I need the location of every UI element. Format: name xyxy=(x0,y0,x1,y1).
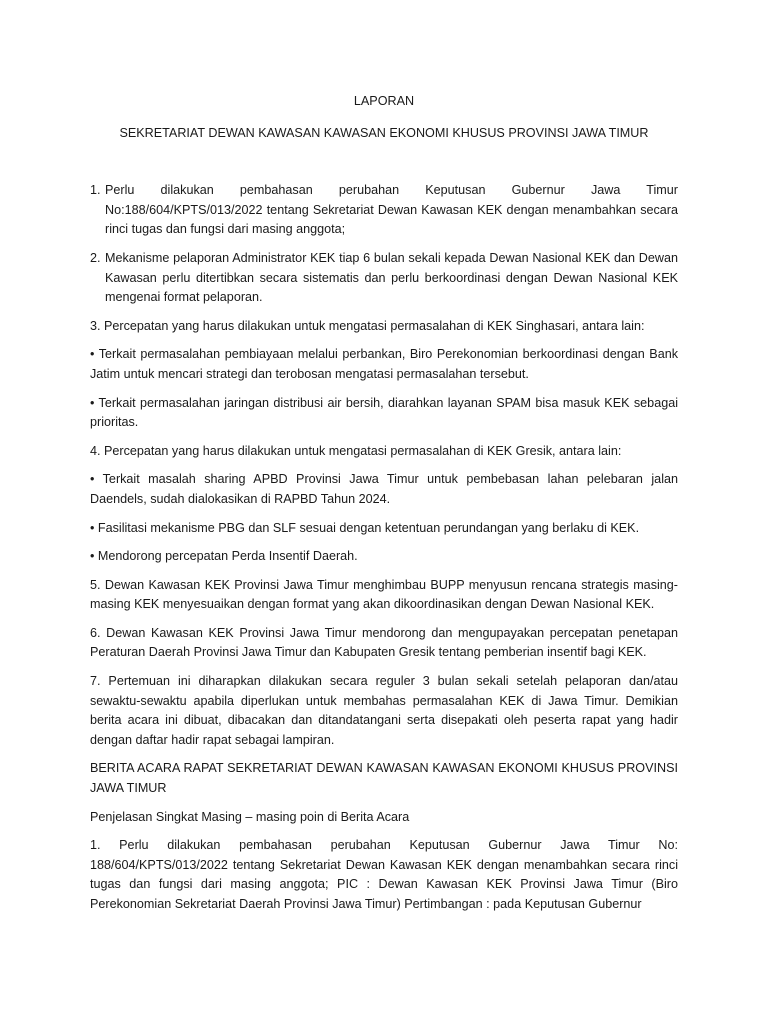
paragraph: • Fasilitasi mekanisme PBG dan SLF sesuai dengan ketentuan perundangan yang berlaku di KEK. xyxy=(90,520,640,535)
paragraph: 6. Dewan Kawasan KEK Provinsi Jawa Timur mendorong dan mengupayakan percepatan penetapan Peraturan Daerah Provinsi Jawa Timur dan Kabupaten Gresik tentang pemberian insentif bagi KEK. xyxy=(90,625,678,660)
document-body xyxy=(90,92,678,915)
numbered-list xyxy=(90,181,678,308)
paragraph: 3. Percepatan yang harus dilakukan untuk mengatasi permasalahan di KEK Singhasari, antara lain: xyxy=(90,318,645,333)
paragraph: 4. Percepatan yang harus dilakukan untuk mengatasi permasalahan di KEK Gresik, antara lain: xyxy=(90,443,622,458)
paragraph: • Terkait permasalahan pembiayaan melalui perbankan, Biro Perekonomian berkoordinasi dengan Bank Jatim untuk mencari strategi dan terobosan mengatasi permasalahan tersebut. xyxy=(90,347,678,381)
paragraph: • Terkait permasalahan jaringan distribusi air bersih, diarahkan layanan SPAM bisa masuk KEK sebagai prioritas. xyxy=(90,395,678,430)
list-item xyxy=(90,181,678,240)
paragraph: 5. Dewan Kawasan KEK Provinsi Jawa Timur menghimbau BUPP menyusun rencana strategis masing-masing KEK menyesuaikan dengan format yang akan dikoordinasikan dengan Dewan Nasional KEK. xyxy=(90,577,678,612)
paragraph: Penjelasan Singkat Masing – masing poin di Berita Acara xyxy=(90,809,410,824)
document-subtitle: SEKRETARIAT DEWAN KAWASAN KAWASAN EKONOMI KHUSUS PROVINSI JAWA TIMUR xyxy=(119,125,649,140)
paragraph: 1. Perlu dilakukan pembahasan perubahan Keputusan Gubernur Jawa Timur No: 188/604/KPTS/013/2022 tentang Sekretariat Dewan Kawasan KEK dengan menambahkan secara rinci tugas dan fungsi dari masing anggota; PIC : Dewan Kawasan KEK Provinsi Jawa Timur (Biro Perekonomian Sekretariat Daerah Provinsi Jawa Timur) Pertimbangan : pada Keputusan Gubernur xyxy=(90,838,678,911)
paragraph: • Mendorong percepatan Perda Insentif Daerah. xyxy=(90,549,358,564)
paragraph: 7. Pertemuan ini diharapkan dilakukan secara reguler 3 bulan sekali setelah pelaporan dan/atau sewaktu-sewaktu apabila diperlukan untuk membahas permasalahan KEK di Jawa Timur. Demikian berita acara ini dibuat, dibacakan dan ditandatangani serta disepakati oleh peserta rapat yang hadir dengan daftar hadir rapat sebagai lampiran. xyxy=(90,674,678,747)
document-title: LAPORAN xyxy=(353,94,415,108)
list-item-number: 2. xyxy=(90,250,101,265)
list-item xyxy=(90,249,678,308)
list-item-text: Mekanisme pelaporan Administrator KEK tiap 6 bulan sekali kepada Dewan Nasional KEK dan Dewan Kawasan perlu ditertibkan secara sistematis dan perlu berkoordinasi dengan Dewan Nasional KEK mengenai format pelaporan. xyxy=(105,250,678,305)
section-heading: BERITA ACARA RAPAT SEKRETARIAT DEWAN KAWASAN KAWASAN EKONOMI KHUSUS PROVINSI JAWA TIMUR xyxy=(90,761,678,796)
paragraph: • Terkait masalah sharing APBD Provinsi Jawa Timur untuk pembebasan lahan pelebaran jalan Daendels, sudah dialokasikan di RAPBD Tahun 2024. xyxy=(90,472,678,506)
list-item-text: Perlu dilakukan pembahasan perubahan Keputusan Gubernur Jawa Timur No:188/604/KPTS/013/2022 tentang Sekretariat Dewan Kawasan KEK dengan menambahkan secara rinci tugas dan fungsi dari masing anggota; xyxy=(105,183,678,237)
list-item-number: 1. xyxy=(90,183,101,198)
